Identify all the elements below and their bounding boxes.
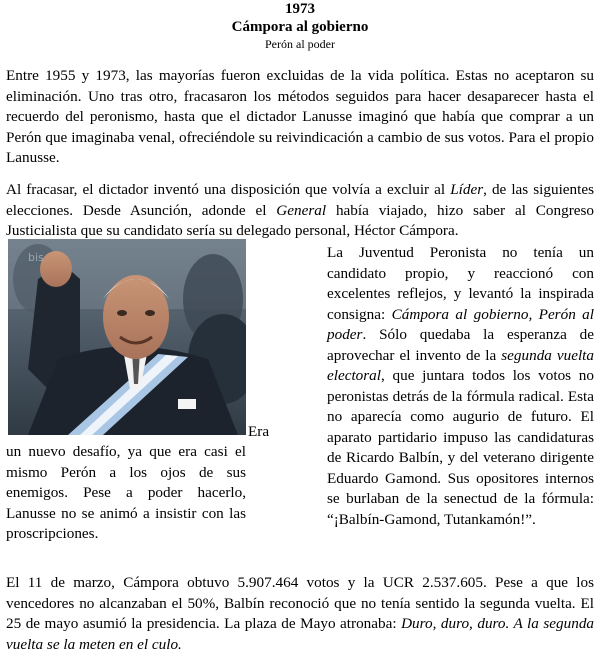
text-run: El 11 de marzo, Cámpora obtuvo 5.907.464 votos y la UCR 2.537.605. Pese a que los vencedores no alcanzaban el 50%, Balbín reconoció que no tenía sentido la segunda vuelta. El 25 de mayo asumió la presidencia. La plaza de Mayo atronaba:: [6, 574, 594, 632]
text-run: , de las siguientes elecciones. Desde Asunción, adonde el: [6, 181, 595, 219]
text-run: Al fracasar, el dictador inventó una disposición que volvía a excluir al: [6, 181, 451, 198]
paragraph-intro: Entre 1955 y 1973, las mayorías fueron excluidas de la vida política. Estas no aceptaron su eliminación. Uno tras otro, fracasaron los métodos seguidos para hacer desaparecer hasta el recuerdo del peronismo, hasta que el dictador Lanusse imaginó que había que comprar a un Perón que imaginaba venal, ofreciéndole su reivindicación a cambio de sus votos. Para el propio Lanusse.: [6, 67, 594, 166]
italic-chant: Duro, duro, duro. A la segunda vuelta se la meten en el culo.: [6, 615, 595, 653]
campora-photo: [8, 239, 246, 435]
year-heading: 1973: [285, 1, 315, 17]
campora-portrait: [8, 239, 246, 435]
text-era: Era: [248, 423, 270, 440]
italic-lider: Líder: [450, 181, 484, 198]
paragraph-juventud: [327, 243, 594, 530]
paragraph-exclusion: [6, 180, 594, 242]
italic-slogan: Cámpora al gobierno, Perón al poder: [327, 305, 594, 343]
page-subtitle: Perón al poder: [265, 37, 335, 51]
text-run: había viajado, hizo saber al Congreso Justicialista que su candidato sería su delegado personal, Héctor Cámpora.: [6, 201, 594, 239]
italic-segunda-vuelta: segunda vuelta electoral: [327, 346, 594, 384]
text-run: La Juventud Peronista no tenía un candidato propio, y reaccionó con excelentes reflejos, y levantó la inspirada consigna:: [327, 244, 594, 323]
paragraph-desafio: un nuevo desafío, ya que era casi el mismo Perón a los ojos de sus enemigos. Pese a poder hacerlo, Lanusse no se animó a insistir con las proscripciones.: [6, 443, 246, 542]
page-title: Cámpora al gobierno: [231, 19, 369, 35]
italic-general: General: [276, 201, 327, 219]
paragraph-elections: [6, 573, 594, 655]
text-run: . Sólo quedaba la esperanza de aprovechar el invento de la: [327, 326, 594, 364]
text-run: , que juntara todos los votos no peronistas detrás de la fórmula radical. Esta no aparecía como augurio de futuro. El aparato partidario impuso las candidaturas de Ricardo Balbín, y del veterano dirigente Eduardo Gamond. Sus opositores internos se burlaban de la senectud de la fórmula: “¡Balbín-Gamond, Tutankamón!”.: [327, 367, 594, 528]
photo-watermark: bis: [28, 251, 44, 264]
